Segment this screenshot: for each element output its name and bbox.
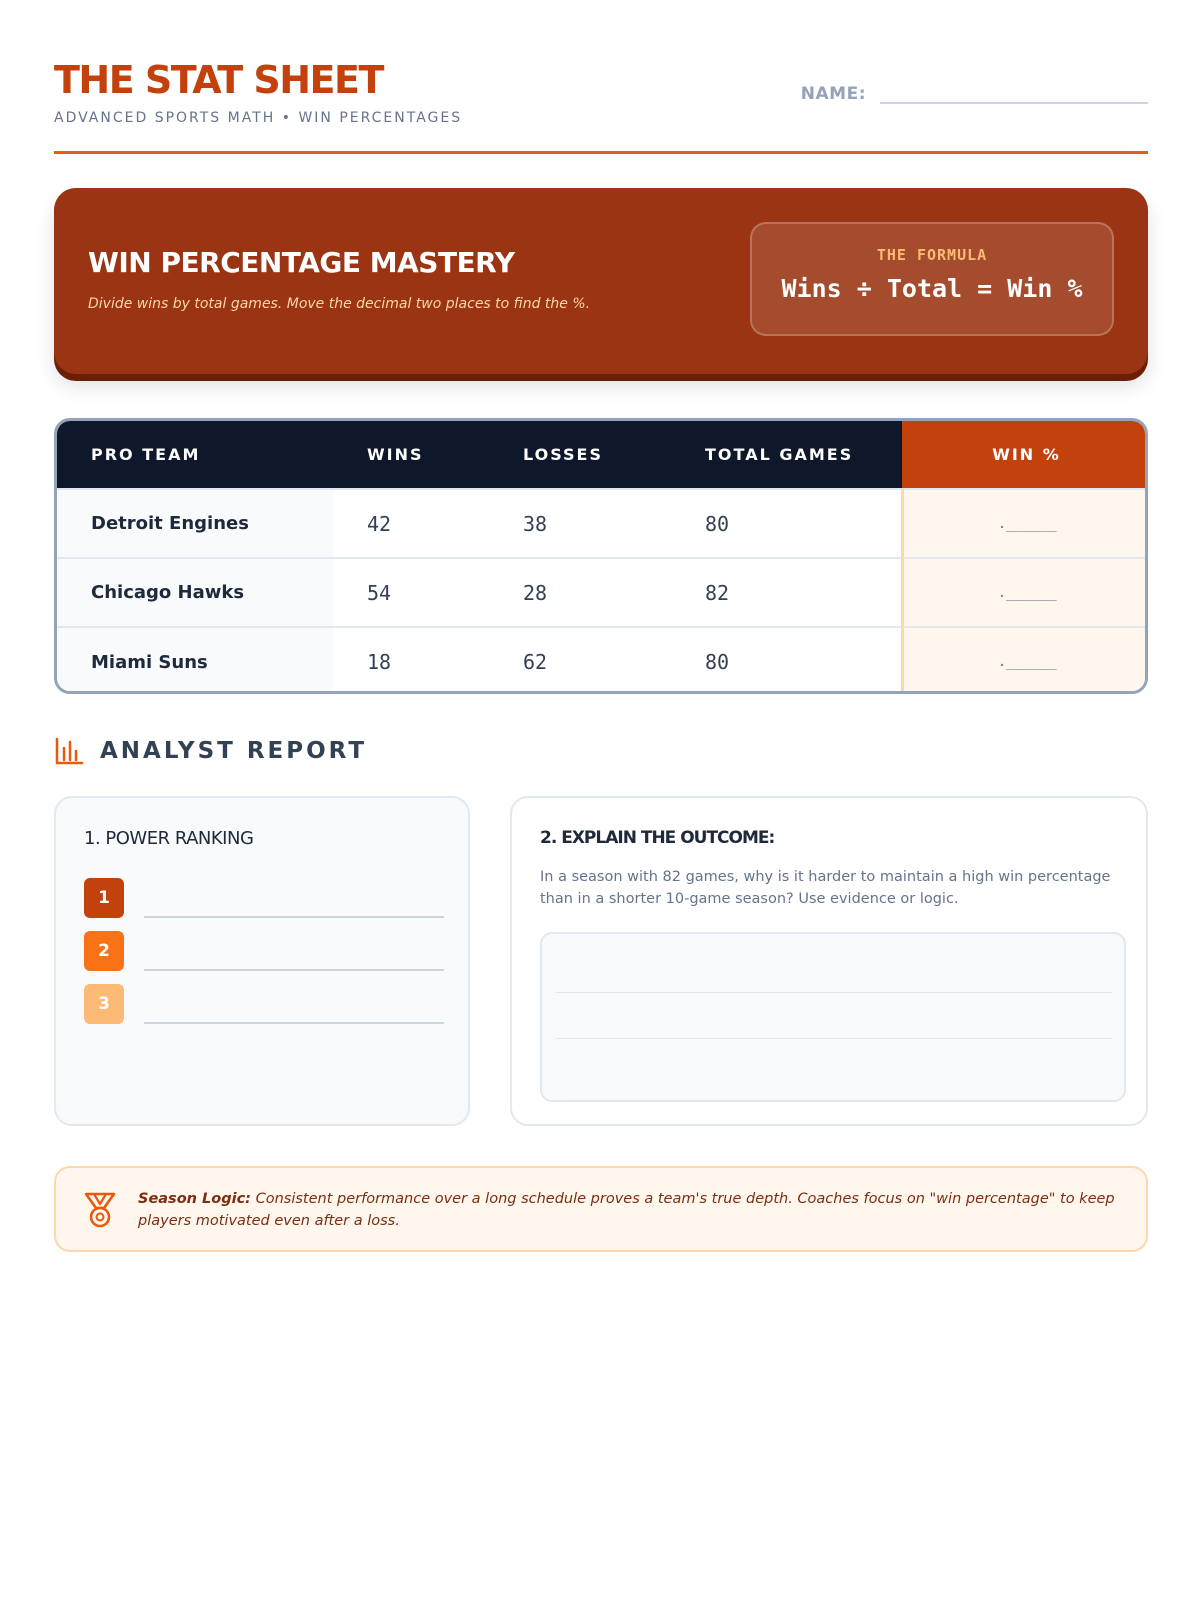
- col-header-losses: LOSSES: [489, 421, 671, 489]
- formula-text: Wins ÷ Total = Win %: [781, 274, 1083, 303]
- rank-answer-line[interactable]: [144, 969, 444, 971]
- name-label: NAME:: [800, 84, 866, 104]
- table-row: [57, 627, 1148, 694]
- explain-prompt: In a season with 82 games, why is it harder to maintain a high win percentage than in a shorter 10-game season? Use evidence or logic.: [540, 869, 1111, 907]
- callout-body: Consistent performance over a long schedule proves a team's true depth. Coaches focus on "win percentage" to keep players motivated even after a loss.: [138, 1191, 1115, 1229]
- win-pct-answer[interactable]: .______: [902, 558, 1148, 627]
- page-subtitle: ADVANCED SPORTS MATH • WIN PERCENTAGES: [54, 110, 463, 126]
- col-header-wins: WINS: [333, 421, 489, 489]
- season-logic-callout: [54, 1166, 1148, 1252]
- team-name: Chicago Hawks: [57, 558, 333, 627]
- answer-line: [556, 1038, 1112, 1039]
- explain-title: 2. EXPLAIN THE OUTCOME:: [540, 828, 775, 848]
- total-cell: 80: [671, 489, 902, 558]
- losses-cell: 38: [489, 489, 671, 558]
- win-pct-answer[interactable]: .______: [902, 489, 1148, 558]
- banner-instructions: Divide wins by total games. Move the decimal two places to find the %.: [88, 296, 591, 312]
- losses-cell: 62: [489, 627, 671, 694]
- callout-text: [138, 1188, 1128, 1232]
- rank-badge: 2: [84, 931, 124, 971]
- rank-badge: 3: [84, 984, 124, 1024]
- bar-chart-icon: [54, 736, 84, 766]
- team-name: Detroit Engines: [57, 489, 333, 558]
- rank-answer-line[interactable]: [144, 916, 444, 918]
- win-pct-answer[interactable]: .______: [902, 627, 1148, 694]
- wins-cell: 42: [333, 489, 489, 558]
- col-header-team: PRO TEAM: [57, 421, 333, 489]
- analyst-report-heading: [54, 736, 367, 766]
- losses-cell: 28: [489, 558, 671, 627]
- table-row: [57, 489, 1148, 558]
- explain-answer-box[interactable]: [540, 932, 1126, 1102]
- name-input-line[interactable]: [880, 80, 1148, 104]
- page-title: THE STAT SHEET: [54, 58, 383, 102]
- power-ranking-title: 1. POWER RANKING: [84, 828, 254, 849]
- formula-box: [750, 222, 1114, 336]
- answer-line: [556, 992, 1112, 993]
- total-cell: 82: [671, 558, 902, 627]
- total-cell: 80: [671, 627, 902, 694]
- section-title: ANALYST REPORT: [100, 738, 368, 764]
- table-header-row: [57, 421, 1148, 489]
- mastery-banner: [54, 188, 1148, 374]
- formula-label: THE FORMULA: [876, 246, 988, 264]
- col-header-win-pct: WIN %: [902, 421, 1148, 489]
- rank-answer-line[interactable]: [144, 1022, 444, 1024]
- power-ranking-card: [54, 796, 470, 1126]
- wins-cell: 54: [333, 558, 489, 627]
- name-field-group: [801, 80, 1148, 104]
- rank-row: [84, 984, 444, 1024]
- team-name: Miami Suns: [57, 627, 333, 694]
- rank-row: [84, 931, 444, 971]
- medal-icon: [80, 1190, 120, 1230]
- stats-table: [54, 418, 1148, 694]
- banner-title: WIN PERCENTAGE MASTERY: [88, 246, 515, 279]
- table-row: [57, 558, 1148, 627]
- wins-cell: 18: [333, 627, 489, 694]
- callout-label: Season Logic:: [138, 1191, 251, 1207]
- rank-badge: 1: [84, 878, 124, 918]
- explain-outcome-card: [510, 796, 1148, 1126]
- rank-row: [84, 878, 444, 918]
- worksheet-header: [54, 58, 1148, 154]
- col-header-total: TOTAL GAMES: [671, 421, 902, 489]
